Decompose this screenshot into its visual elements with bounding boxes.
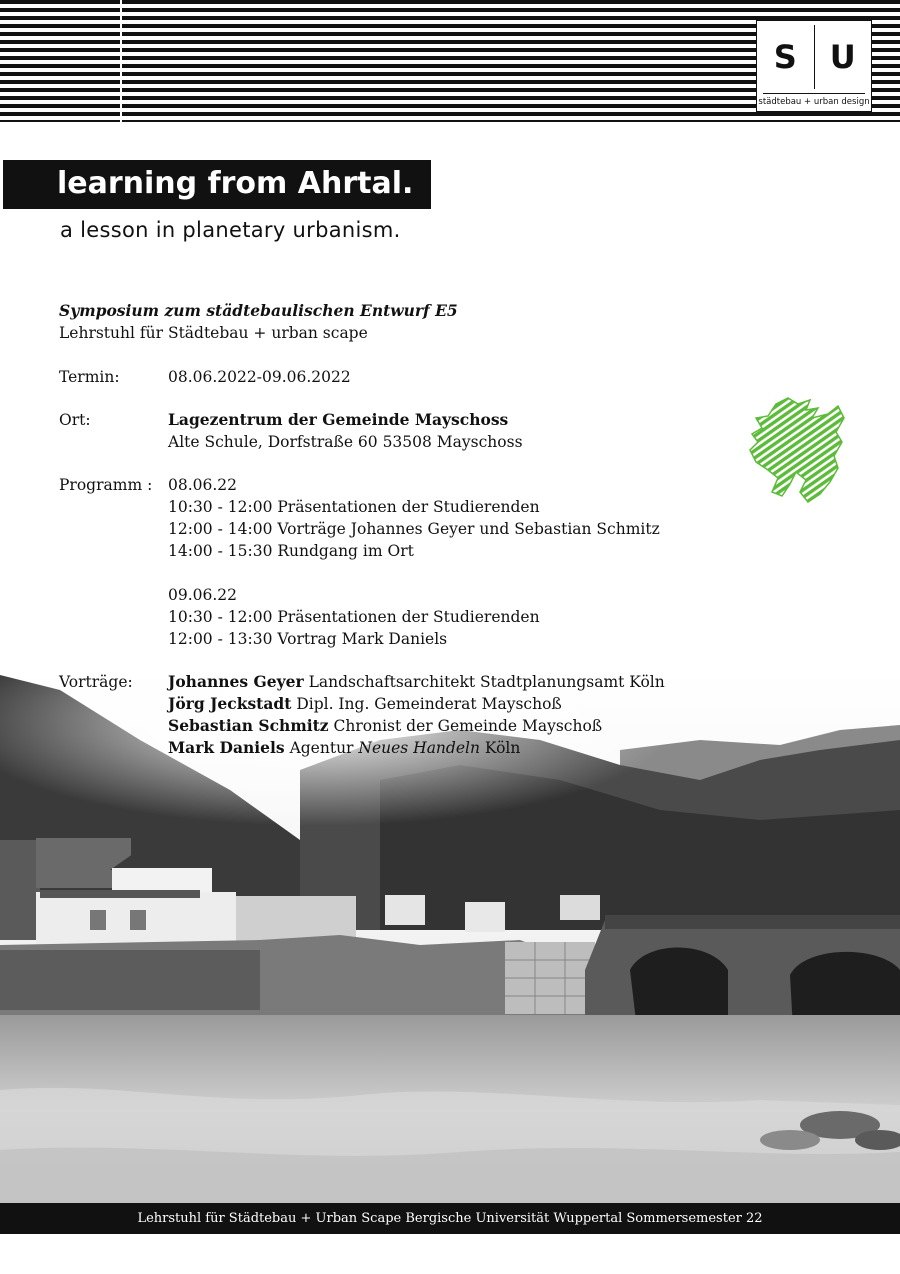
speaker-role: Landschaftsarchitekt Stadtplanungsamt Köln: [308, 673, 665, 691]
speaker-role: Dipl. Ing. Gemeinderat Mayschoß: [296, 695, 562, 713]
ort-venue: Lagezentrum der Gemeinde Mayschoss: [168, 410, 509, 429]
event-chair: Lehrstuhl für Städtebau + urban scape: [59, 324, 368, 342]
programm-item: 12:00 - 14:00 Vorträge Johannes Geyer und Sebastian Schmitz: [168, 520, 660, 538]
programm-day-date: 08.06.22: [168, 476, 238, 494]
speaker-role-suffix: Köln: [484, 739, 521, 757]
termin-label: Termin:: [59, 368, 120, 386]
speaker-name: Johannes Geyer: [168, 672, 304, 691]
speaker-name: Mark Daniels: [168, 738, 285, 757]
vortraege-label: Vorträge:: [59, 673, 133, 691]
logo-letter-s: S: [773, 38, 797, 76]
programm-item: 10:30 - 12:00 Präsentationen der Studierenden: [168, 608, 540, 626]
speaker-role-italic: Neues Handeln: [358, 739, 480, 757]
ort-address: Alte Schule, Dorfstraße 60 53508 Mayschoss: [168, 433, 523, 451]
programm-item: 14:00 - 15:30 Rundgang im Ort: [168, 542, 414, 560]
header-divider: [120, 0, 122, 122]
programm-item: 10:30 - 12:00 Präsentationen der Studierenden: [168, 498, 540, 516]
logo-letter-u: U: [829, 38, 856, 76]
speaker-role: Chronist der Gemeinde Mayschoß: [333, 717, 603, 735]
programm-day-date: 09.06.22: [168, 586, 238, 604]
speaker-name: Jörg Jeckstadt: [168, 694, 292, 713]
footer-bar: Lehrstuhl für Städtebau + Urban Scape Bergische Universität Wuppertal Sommersemester 22: [0, 1203, 900, 1234]
event-heading: Symposium zum städtebaulischen Entwurf E5: [59, 301, 458, 320]
speaker-name: Sebastian Schmitz: [168, 716, 329, 735]
lion-crest-icon: [746, 396, 846, 504]
page-title: learning from Ahrtal.: [3, 160, 431, 209]
event-heading-block: [59, 300, 458, 344]
logo-tagline: städtebau + urban design: [758, 97, 870, 107]
ort-label: Ort:: [59, 411, 91, 429]
programm-item: 12:00 - 13:30 Vortrag Mark Daniels: [168, 630, 448, 648]
termin-value: 08.06.2022-09.06.2022: [168, 368, 351, 386]
programm-label: Programm :: [59, 476, 153, 494]
su-logo: [756, 20, 872, 112]
speaker-role-prefix: Agentur: [289, 739, 354, 757]
page-subtitle: a lesson in planetary urbanism.: [60, 218, 401, 242]
